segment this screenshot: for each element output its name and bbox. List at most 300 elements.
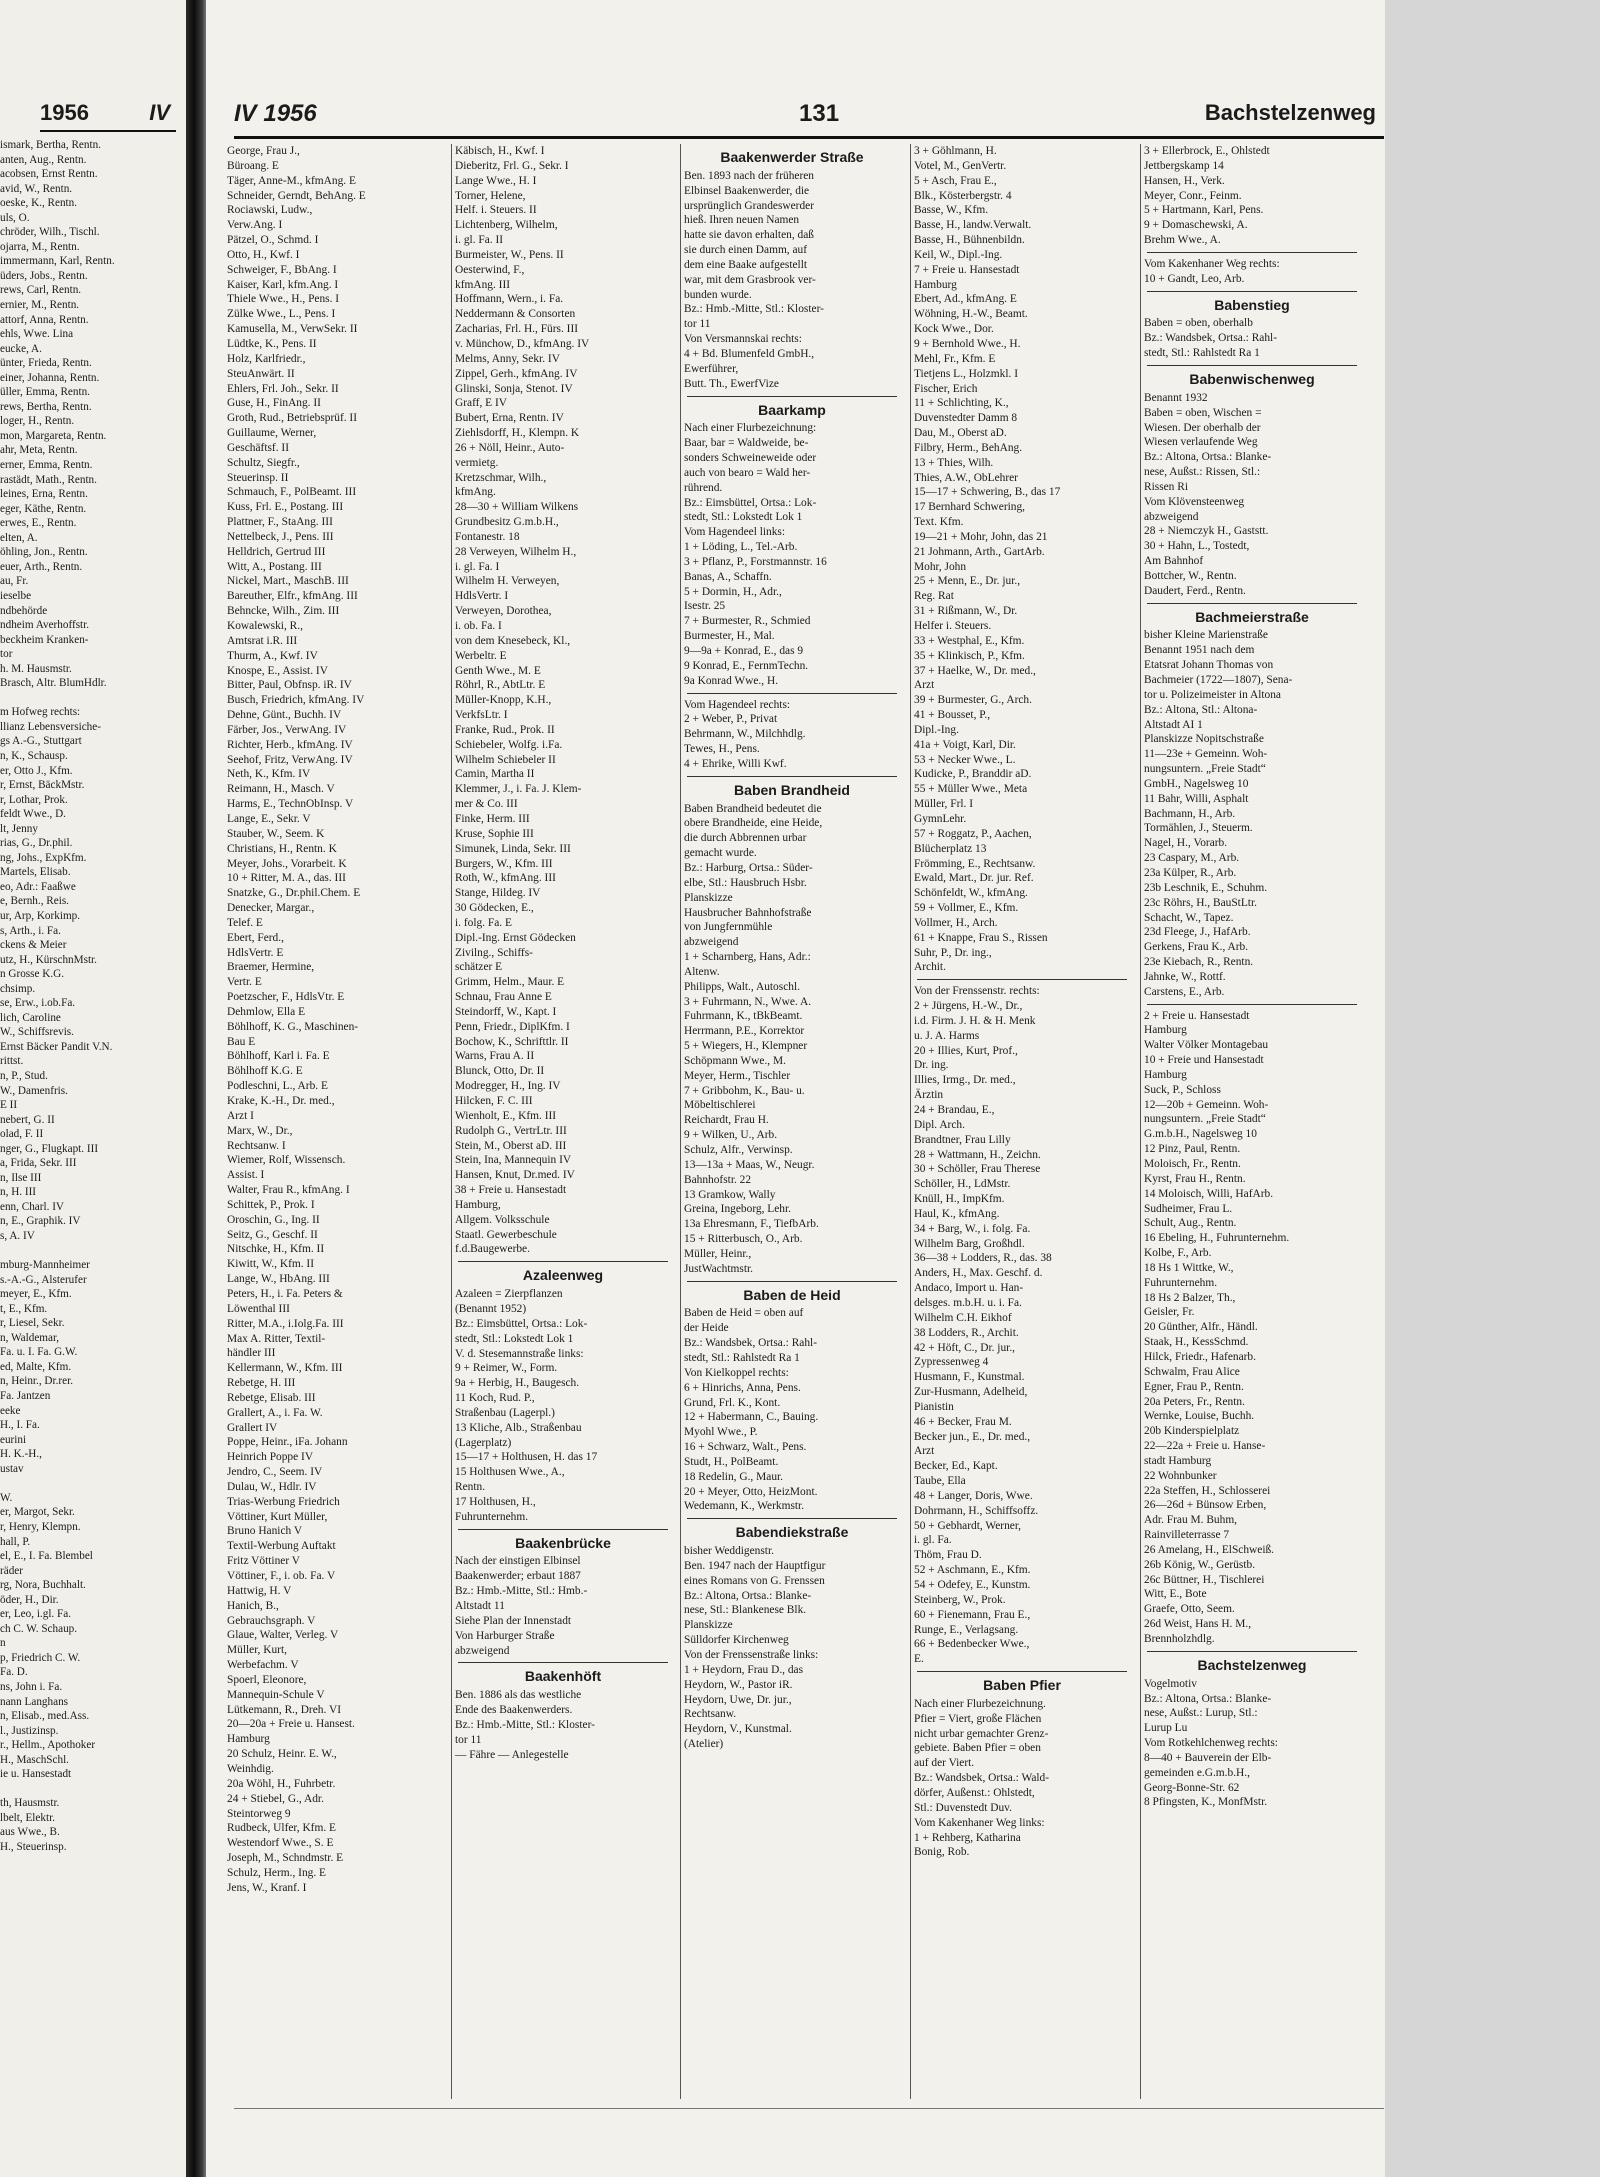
directory-line: Hamburg — [1144, 1024, 1187, 1037]
directory-line: Groth, Rud., Betriebsprüf. II — [227, 412, 358, 425]
directory-line: Stein, Ina, Mannequin IV — [455, 1154, 572, 1167]
directory-line: Bz.: Altona, Ortsa.: Blanke- — [684, 1589, 812, 1602]
directory-line: Von Versmannskai rechts: — [684, 333, 802, 346]
directory-line: Meyer, Johs., Vorarbeit. K — [227, 857, 347, 870]
directory-line: Schmauch, F., PolBeamt. III — [227, 486, 357, 499]
directory-line: Kudicke, P., Branddir aD. — [914, 768, 1032, 781]
left-page-line: n, Elisab., med.Ass. — [0, 1710, 90, 1723]
directory-line: Bz.: Eimsbüttel, Ortsa.: Lok- — [455, 1317, 588, 1330]
directory-line: Andaco, Import u. Han- — [914, 1282, 1024, 1295]
directory-line: die durch Abbrennen urbar — [684, 832, 807, 845]
street-heading: Bachmeierstraße — [1195, 608, 1309, 625]
directory-line: Modregger, H., Ing. IV — [455, 1080, 561, 1093]
directory-line: Kamusella, M., VerwSekr. II — [227, 323, 358, 336]
left-page-line — [0, 1244, 184, 1259]
directory-line: Bottcher, W., Rentn. — [1144, 569, 1237, 582]
directory-line: Camin, Martha II — [455, 768, 535, 781]
directory-line: sie durch einen Damm, auf — [684, 244, 808, 257]
directory-line: Dieberitz, Frl. G., Sekr. I — [455, 159, 569, 172]
left-page-line: räder — [0, 1564, 23, 1577]
directory-line: 53 + Necker Wwe., L. — [914, 753, 1016, 766]
directory-line: tor 11 — [684, 318, 711, 331]
left-page-line: chsimp. — [0, 982, 36, 995]
directory-line: 21 Johmann, Arth., GartArb. — [914, 545, 1045, 558]
directory-line: 19—21 + Mohr, John, das 21 — [914, 530, 1048, 543]
directory-line: Burgers, W., Kfm. III — [455, 857, 553, 870]
left-page-line: ehls, Wwe. Lina — [0, 328, 74, 341]
directory-line: Möbeltischlerei — [684, 1099, 756, 1112]
directory-line: vermietg. — [455, 456, 499, 469]
entry-separator — [1147, 252, 1357, 253]
left-page-line: einer, Johanna, Rentn. — [0, 371, 100, 384]
directory-line: Basse, W., Kfm. — [914, 204, 989, 217]
directory-line: Bitter, Paul, Obfnsp. iR. IV — [227, 679, 352, 692]
directory-line: Schulz, Herm., Ing. E — [227, 1866, 327, 1879]
left-page-line: se, Erw., i.ob.Fa. — [0, 997, 76, 1010]
directory-line: Wiesen. Der oberhalb der — [1144, 421, 1261, 434]
directory-line: Nach einer Flurbezeichnung: — [684, 422, 817, 435]
directory-line: Schöller, H., LdMstr. — [914, 1178, 1011, 1191]
directory-line: Vom Hagendeel links: — [684, 526, 786, 539]
directory-line: Denecker, Margar., — [227, 902, 315, 915]
directory-line: 20 + Meyer, Otto, HeizMont. — [684, 1485, 818, 1498]
entry-separator — [687, 693, 897, 694]
directory-line: elbe, Stl.: Hausbruch Hsbr. — [684, 876, 807, 889]
directory-line: 8—40 + Bauverein der Elb- — [1144, 1751, 1272, 1764]
directory-line: 16 + Schwarz, Walt., Pens. — [684, 1441, 807, 1454]
directory-line: Nitschke, H., Kfm. II — [227, 1243, 325, 1256]
directory-line: 48 + Langer, Doris, Wwe. — [914, 1489, 1033, 1502]
directory-line: 1 + Löding, L., Tel.-Arb. — [684, 541, 798, 554]
left-page-line: leines, Erna, Rentn. — [0, 488, 88, 501]
left-page-line: ojarra, M., Rentn. — [0, 240, 80, 253]
directory-line: Brandtner, Frau Lilly — [914, 1133, 1011, 1146]
directory-line: 9a Konrad Wwe., H. — [684, 674, 779, 687]
directory-line: Meyer, Conr., Feinm. — [1144, 189, 1242, 202]
left-page-line — [0, 1476, 184, 1491]
left-page-line: ed, Malte, Kfm. — [0, 1360, 72, 1373]
directory-line: Wilhelm H. Verweyen, — [455, 575, 560, 588]
directory-line: 11 + Schlichting, K., — [914, 397, 1009, 410]
directory-line: Bz.: Altona, Ortsa.: Blanke- — [1144, 1692, 1272, 1705]
directory-line: Wiemer, Rolf, Wissensch. — [227, 1154, 346, 1167]
directory-line: Adr. Frau M. Buhm, — [1144, 1514, 1238, 1527]
left-page-line: nann Langhans — [0, 1695, 69, 1708]
street-heading: Baben de Heid — [743, 1286, 841, 1303]
left-page-line: öhling, Jon., Rentn. — [0, 546, 88, 559]
directory-line: Dau, M., Oberst aD. — [914, 427, 1007, 440]
directory-line: Basse, H., Bühnenbildn. — [914, 234, 1025, 247]
book-gutter — [186, 0, 206, 2177]
directory-line: 1 + Scharnberg, Hans, Adr.: — [684, 951, 811, 964]
entry-separator — [917, 1671, 1127, 1672]
directory-line: stadt Hamburg — [1144, 1454, 1212, 1467]
entry-separator — [687, 1281, 897, 1282]
directory-line: Bubert, Erna, Rentn. IV — [455, 412, 564, 425]
left-page-line: oeske, K., Rentn. — [0, 197, 78, 210]
directory-line: 11 Koch, Rud. P., — [455, 1392, 535, 1405]
directory-line: Zivilng., Schiffs- — [455, 946, 533, 959]
directory-line: Lange Wwe., H. I — [455, 174, 537, 187]
directory-line: i. gl. Fa. II — [455, 234, 504, 247]
directory-line: gebiete. Baben Pfier = oben — [914, 1742, 1041, 1755]
left-page-line: eurini — [0, 1433, 27, 1446]
left-page-line: m Hofweg rechts: — [0, 706, 81, 719]
directory-line: Knüll, H., ImpKfm. — [914, 1193, 1005, 1206]
directory-line: Podleschni, L., Arb. E — [227, 1080, 328, 1093]
directory-line: 31 + Rißmann, W., Dr. — [914, 605, 1018, 618]
directory-line: Heydorn, V., Kunstmal. — [684, 1723, 792, 1736]
directory-line: — Fähre — Anlegestelle — [455, 1748, 569, 1761]
directory-line: 28 + Niemczyk H., Gaststt. — [1144, 525, 1269, 538]
left-page-line: hall, P. — [0, 1535, 31, 1548]
directory-line: 22a Steffen, H., Schlosserei — [1144, 1484, 1271, 1497]
directory-line: Bachmann, H., Arb. — [1144, 807, 1236, 820]
directory-line: 30 + Schöller, Frau Therese — [914, 1163, 1041, 1176]
left-page-line: n, Heinr., Dr.rer. — [0, 1375, 74, 1388]
directory-line: 1 + Rehberg, Katharina — [914, 1831, 1021, 1844]
directory-line: Heydorn, Uwe, Dr. jur., — [684, 1693, 792, 1706]
left-page-line: ndheim Averhoffstr. — [0, 619, 90, 632]
directory-line: 23b Leschnik, E., Schuhm. — [1144, 881, 1268, 894]
left-page-line: ustav — [0, 1462, 24, 1475]
directory-line: Geschäftsf. II — [227, 441, 289, 454]
directory-line: 38 Lodders, R., Archit. — [914, 1326, 1019, 1339]
directory-line: obere Brandheide, eine Heide, — [684, 817, 823, 830]
directory-line: 13 Kliche, Alb., Straßenbau — [455, 1421, 582, 1434]
directory-line: Haul, K., kfmAng. — [914, 1207, 1000, 1220]
directory-line: Stein, M., Oberst aD. III — [455, 1139, 567, 1152]
directory-line: Grallert, A., i. Fa. W. — [227, 1406, 323, 1419]
directory-line: 9 + Wilken, U., Arb. — [684, 1129, 778, 1142]
left-page-line: n — [0, 1637, 6, 1650]
entry-separator — [458, 1529, 668, 1530]
directory-line: Kyrst, Frau H., Rentn. — [1144, 1172, 1246, 1185]
left-page-line: attorf, Anna, Rentn. — [0, 313, 89, 326]
directory-line: 5 + Asch, Frau E., — [914, 174, 997, 187]
directory-line: Hamburg — [1144, 1068, 1187, 1081]
directory-line: Textil-Werbung Auftakt — [227, 1540, 336, 1553]
directory-line: Kruse, Sophie III — [455, 827, 534, 840]
left-page-line: ch C. W. Schaup. — [0, 1622, 78, 1635]
directory-columns — [224, 144, 1384, 2104]
directory-line: 5 + Wiegers, H., Klempner — [684, 1040, 808, 1053]
directory-line: Staatl. Gewerbeschule — [455, 1228, 557, 1241]
directory-line: Bz.: Wandsbek, Ortsa.: Rahl- — [684, 1337, 818, 1350]
directory-line: Bahnhofstr. 22 — [684, 1173, 752, 1186]
directory-line: Snatzke, G., Dr.phil.Chem. E — [227, 887, 361, 900]
directory-line: Käbisch, H., Kwf. I — [455, 145, 545, 157]
directory-line: Schulz, Alfr., Verwinsp. — [684, 1144, 793, 1156]
directory-line: 2 + Jürgens, H.-W., Dr., — [914, 1000, 1023, 1013]
directory-line: 26 + Nöll, Heinr., Auto- — [455, 441, 565, 454]
directory-line: Bochow, K., Schrifttlr. II — [455, 1035, 569, 1048]
directory-line: 16 Ebeling, H., Fuhrunternehm. — [1144, 1232, 1290, 1245]
directory-line: dem eine Baake aufgestellt — [684, 258, 808, 271]
directory-line: Lange, W., HbAng. III — [227, 1273, 330, 1286]
left-page-line: ernier, M., Rentn. — [0, 299, 80, 312]
directory-line: Grimm, Helm., Maur. E — [455, 976, 565, 989]
left-page-text — [0, 138, 184, 1855]
directory-line: Steuerinsp. II — [227, 471, 289, 484]
directory-line: Rechtsanw. I — [227, 1139, 286, 1152]
left-page-line: t, E., Kfm. — [0, 1302, 48, 1315]
left-page-line: Fa. D. — [0, 1666, 28, 1679]
directory-line: Löwenthal III — [227, 1302, 290, 1315]
directory-line: Ebert, Ad., kfmAng. E — [914, 293, 1017, 306]
directory-line: Ziehlsdorff, H., Klempn. K — [455, 427, 580, 440]
left-page-line: n, Waldemar, — [0, 1331, 60, 1344]
directory-line: Georg-Bonne-Str. 62 — [1144, 1781, 1240, 1794]
directory-line: Carstens, E., Arb. — [1144, 985, 1225, 998]
directory-line: 60 + Fienemann, Frau E., — [914, 1608, 1031, 1621]
left-page-line: H., MaschSchl. — [0, 1753, 69, 1766]
directory-line: Baben de Heid = oben auf — [684, 1307, 804, 1320]
left-page-line: Fa. u. I. Fa. G.W. — [0, 1346, 78, 1359]
directory-line: Vertr. E — [227, 976, 262, 989]
directory-line: Zülke Wwe., L., Pens. I — [227, 308, 336, 321]
directory-line: Lichtenberg, Wilhelm, — [455, 219, 558, 232]
directory-line: Joseph, M., Schndmstr. E — [227, 1852, 344, 1865]
directory-line: Schöpmann Wwe., M. — [684, 1054, 786, 1067]
directory-line: SteuAnwärt. II — [227, 367, 295, 380]
right-page — [206, 0, 1385, 2177]
directory-line: Illies, Irmg., Dr. med., — [914, 1074, 1016, 1087]
directory-line: Verweyen, Dorothea, — [455, 605, 552, 618]
directory-line: Altstadt AI 1 — [1144, 718, 1203, 731]
left-page-line: üller, Emma, Rentn. — [0, 386, 90, 399]
left-page-line: er, Margot, Sekr. — [0, 1506, 75, 1519]
entry-separator — [1147, 365, 1357, 366]
directory-line: Böhlhoff, Karl i. Fa. E — [227, 1050, 330, 1063]
directory-line: Von der Frenssenstr. rechts: — [914, 985, 1040, 998]
directory-line: 15 + Ritterbusch, O., Arb. — [684, 1233, 803, 1246]
directory-line: Schacht, W., Tapez. — [1144, 911, 1234, 924]
directory-line: abzweigend — [1144, 510, 1199, 523]
directory-line: 26b König, W., Gerüstb. — [1144, 1558, 1256, 1571]
directory-line: Hamburg — [914, 278, 957, 291]
directory-line: Mannequin-Schule V — [227, 1688, 325, 1701]
directory-line: Rainvilleterrasse 7 — [1144, 1529, 1230, 1542]
left-page-line: eo, Adr.: Faaßwe — [0, 880, 76, 893]
directory-line: Vom Kakenhaner Weg links: — [914, 1816, 1045, 1829]
directory-line: Bz.: Harburg, Ortsa.: Süder- — [684, 861, 813, 874]
directory-line: 4 + Ehrike, Willi Kwf. — [684, 757, 787, 770]
directory-line: Kretzschmar, Wilh., — [455, 471, 547, 484]
left-page-line: rews, Carl, Rentn. — [0, 284, 82, 297]
directory-line: Schweiger, F., BbAng. I — [227, 263, 337, 276]
directory-line: nungsuntern. „Freie Stadt“ — [1144, 763, 1266, 776]
directory-line: Votel, M., GenVertr. — [914, 159, 1007, 172]
directory-line: Heydorn, W., Pastor iR. — [684, 1678, 793, 1691]
directory-line: von dem Knesebeck, Kl., — [455, 634, 571, 647]
directory-line: 23e Kiebach, R., Rentn. — [1144, 956, 1254, 969]
directory-line: Fuhrunternehm. — [455, 1510, 529, 1523]
directory-line: 9 Konrad, E., FernmTechn. — [684, 659, 809, 672]
directory-line: 57 + Roggatz, P., Aachen, — [914, 827, 1032, 840]
directory-line: Von der Frenssenstraße links: — [684, 1649, 819, 1661]
directory-line: Harms, E., TechnObInsp. V — [227, 798, 354, 811]
directory-line: GymnLehr. — [914, 812, 967, 825]
left-page-line: n Grosse K.G. — [0, 968, 65, 981]
directory-line: 15—17 + Holthusen, H. das 17 — [455, 1451, 598, 1464]
directory-line: Schönfeldt, W., kfmAng. — [914, 887, 1028, 900]
directory-line: 9 + Reimer, W., Form. — [455, 1362, 558, 1375]
directory-line: 22—22a + Freie u. Hanse- — [1144, 1440, 1266, 1453]
left-page-line: meyer, E., Kfm. — [0, 1288, 72, 1301]
directory-line: Rentn. — [455, 1481, 486, 1494]
directory-line: Helf. i. Steuers. II — [455, 204, 537, 217]
street-heading: Babenstieg — [1214, 296, 1290, 313]
left-page-line: mburg-Mannheimer — [0, 1259, 90, 1272]
entry-separator — [1147, 1651, 1357, 1652]
directory-line: nungsuntern. „Freie Stadt“ — [1144, 1113, 1266, 1126]
directory-line: Nach einer Flurbezeichnung. — [914, 1697, 1046, 1710]
directory-line: Sudheimer, Frau L. — [1144, 1202, 1233, 1215]
directory-line: Hanich, B., — [227, 1599, 279, 1612]
directory-line: Baben Brandheid bedeutet die — [684, 802, 822, 815]
directory-line: nicht urbar gemachter Grenz- — [914, 1727, 1049, 1740]
left-page-line: r, Henry, Klempn. — [0, 1520, 81, 1533]
left-page-line: p, Friedrich C. W. — [0, 1651, 81, 1664]
directory-line: Schnau, Frau Anne E — [455, 991, 552, 1004]
directory-line: 36—38 + Lodders, R., das. 38 — [914, 1252, 1052, 1265]
directory-line: Bz.: Hmb.-Mitte, Stl.: Kloster- — [684, 303, 824, 316]
column-5 — [1140, 144, 1363, 2099]
directory-line: Böhlhoff K.G. E — [227, 1065, 303, 1078]
left-page-line: n, P., Stud. — [0, 1070, 48, 1082]
directory-line: 26 Amelang, H., ElSchweiß. — [1144, 1543, 1275, 1556]
directory-line: 3 + Pflanz, P., Forstmannstr. 16 — [684, 555, 827, 568]
directory-line: 15—17 + Schwering, B., das 17 — [914, 486, 1061, 499]
directory-line: Filbry, Herm., BehAng. — [914, 441, 1023, 454]
left-page-line: ckens & Meier — [0, 939, 67, 952]
directory-line: 23a Külper, R., Arb. — [1144, 866, 1237, 879]
directory-line: Kiwitt, W., Kfm. II — [227, 1258, 315, 1271]
directory-line: 66 + Bedenbecker Wwe., — [914, 1638, 1030, 1651]
directory-line: Neddermann & Consorten — [455, 308, 576, 321]
directory-line: Ben. 1893 nach der früheren — [684, 169, 814, 182]
left-page-line: acobsen, Ernst Rentn. — [0, 168, 98, 181]
directory-line: Dehmlow, Ella E — [227, 1005, 306, 1018]
left-header-year: 1956 — [40, 100, 89, 125]
column-1 — [224, 144, 446, 2099]
directory-line: Seitz, G., Geschf. II — [227, 1228, 318, 1241]
directory-line: Dipl. Arch. — [914, 1118, 965, 1131]
directory-line: 28 + Wattmann, H., Zeichn. — [914, 1148, 1041, 1161]
directory-line: Hoffmann, Wern., i. Fa. — [455, 293, 564, 306]
left-page-line: l., Justizinsp. — [0, 1724, 59, 1737]
left-page-line: erner, Emma, Rentn. — [0, 459, 93, 472]
directory-line: Thies, A.W., ObLehrer — [914, 471, 1018, 484]
directory-line: Guse, H., FinAng. II — [227, 397, 321, 410]
directory-line: Studt, H., PolBeamt. — [684, 1455, 779, 1468]
directory-line: Tewes, H., Pens. — [684, 743, 760, 756]
directory-line: kfmAng. — [455, 486, 496, 499]
directory-line: Bachmeier (1722—1807), Sena- — [1144, 674, 1293, 686]
directory-line: tor u. Polizeimeister in Altona — [1144, 688, 1281, 701]
directory-line: 1 + Heydorn, Frau D., das — [684, 1663, 804, 1676]
directory-line: Kowalewski, R., — [227, 620, 303, 632]
directory-line: Arzt — [914, 679, 935, 692]
directory-line: eines Romans von G. Frenssen — [684, 1574, 825, 1587]
directory-line: G.m.b.H., Nagelsweg 10 — [1144, 1128, 1257, 1141]
directory-line: Schultz, Siegfr., — [227, 456, 300, 469]
directory-line: Bz.: Wandsbek, Ortsa.: Rahl- — [1144, 332, 1278, 345]
directory-line: Neth, K., Kfm. IV — [227, 768, 311, 781]
directory-line: Müller, Frl. I — [914, 798, 974, 811]
directory-line: Walter Völker Montagebau — [1144, 1039, 1269, 1052]
directory-line: bisher Weddigenstr. — [684, 1545, 774, 1558]
directory-line: Tietjens L., Holzmkl. I — [914, 367, 1018, 380]
directory-line: Wienholt, E., Kfm. III — [455, 1109, 557, 1122]
directory-line: nese, Außst.: Lurup, Stl.: — [1144, 1707, 1258, 1720]
directory-line: Jens, W., Kranf. I — [227, 1881, 307, 1894]
directory-line: Benannt 1951 nach dem — [1144, 644, 1255, 657]
directory-line: 46 + Becker, Frau M. — [914, 1415, 1012, 1428]
directory-line: 12 + Habermann, C., Bauing. — [684, 1411, 819, 1424]
directory-line: Becker, Ed., Kapt. — [914, 1460, 998, 1473]
directory-line: Grundbesitz G.m.b.H., — [455, 516, 559, 529]
left-page-line: r., Hellm., Apothoker — [0, 1739, 96, 1752]
street-heading: Babendiekstraße — [735, 1524, 849, 1541]
directory-line: 37 + Haelke, W., Dr. med., — [914, 664, 1036, 677]
directory-line: Seehof, Fritz, VerwAng. IV — [227, 753, 353, 766]
directory-line: Bz.: Eimsbüttel, Ortsa.: Lok- — [684, 496, 817, 509]
directory-line: 25 + Menn, E., Dr. jur., — [914, 575, 1021, 588]
left-page-line: mon, Margareta, Rentn. — [0, 429, 107, 442]
left-page-line: olad, F. II — [0, 1128, 44, 1141]
directory-line: Oroschin, G., Ing. II — [227, 1213, 320, 1226]
directory-line: Meyer, Herm., Tischler — [684, 1069, 791, 1082]
directory-line: Benannt 1932 — [1144, 391, 1208, 404]
directory-line: Egner, Frau P., Rentn. — [1144, 1380, 1244, 1393]
left-page-line: r, Liesel, Sekr. — [0, 1317, 65, 1330]
left-page-line: th, Hausmstr. — [0, 1797, 60, 1810]
directory-line: Altstadt 11 — [455, 1600, 505, 1612]
directory-line: 20 Günther, Alfr., Händl. — [1144, 1321, 1258, 1334]
directory-line: Arzt — [914, 1445, 935, 1458]
left-page-line: feldt Wwe., D. — [0, 808, 66, 821]
left-page-line: h. M. Hausmstr. — [0, 662, 72, 675]
entry-separator — [458, 1662, 668, 1663]
directory-line: tor 11 — [455, 1733, 482, 1746]
header-year-volume: IV 1956 — [234, 100, 317, 127]
directory-line: Dehne, Günt., Buchh. IV — [227, 709, 342, 722]
directory-line: Rociawski, Ludw., — [227, 204, 313, 217]
directory-line: Ritter, M.A., i.Iolg.Fa. III — [227, 1317, 344, 1330]
directory-line: 14 Moloisch, Willi, HafArb. — [1144, 1187, 1274, 1200]
directory-line: 24 + Brandau, E., — [914, 1104, 995, 1116]
left-page-line: s, Arth., i. Fa. — [0, 924, 61, 937]
directory-line: 10 + Ritter, M. A., das. III — [227, 872, 346, 885]
left-page-line: nger, G., Flugkapt. III — [0, 1142, 99, 1155]
left-page-line: eucke, A. — [0, 342, 42, 355]
directory-line: rührend. — [684, 481, 723, 494]
directory-line: hieß. Ihren neuen Namen — [684, 214, 800, 227]
street-heading: Azaleenweg — [522, 1267, 604, 1284]
directory-line: 3 + Ellerbrock, E., Ohlstedt — [1144, 145, 1270, 157]
page-header — [234, 100, 1384, 139]
directory-line: Warns, Frau A. II — [455, 1050, 535, 1063]
directory-line: Husmann, F., Kunstmal. — [914, 1371, 1025, 1384]
directory-line: Schittek, P., Prok. I — [227, 1198, 315, 1211]
directory-line: 20 Schulz, Heinr. E. W., — [227, 1748, 337, 1761]
directory-line: Blk., Kösterbergstr. 4 — [914, 189, 1012, 202]
directory-line: Nagel, H., Vorarb. — [1144, 837, 1228, 850]
directory-line: Daudert, Ferd., Rentn. — [1144, 584, 1246, 597]
directory-line: Busch, Friedrich, kfmAng. IV — [227, 694, 365, 707]
